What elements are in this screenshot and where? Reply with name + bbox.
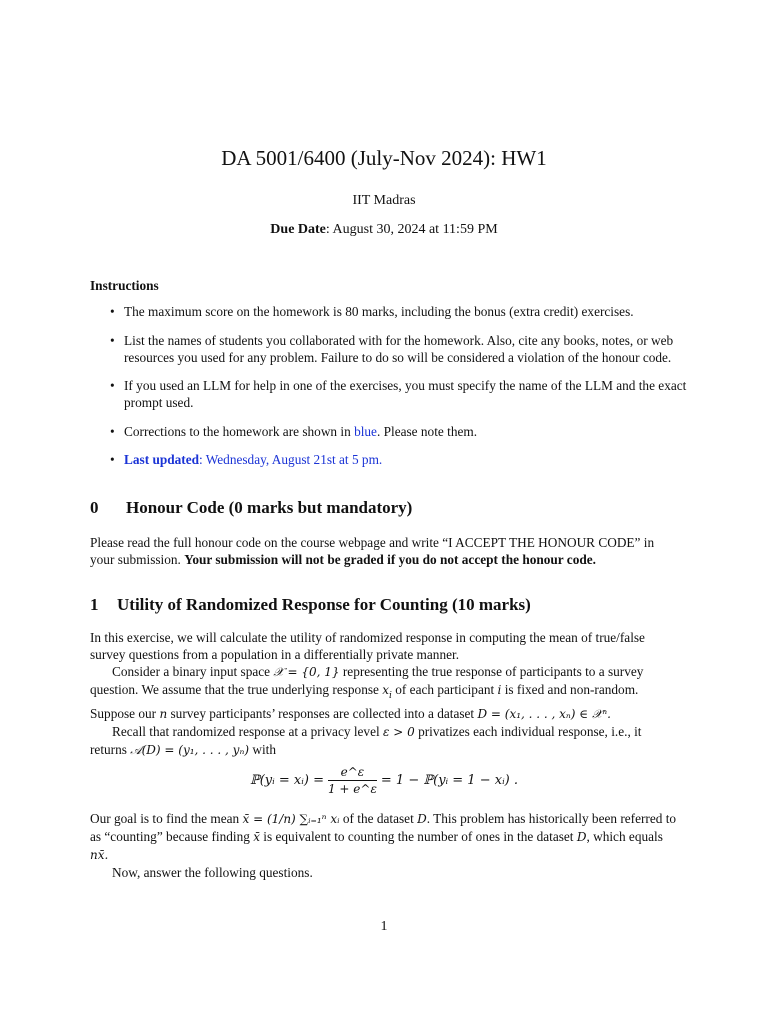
paragraph: Recall that randomized response at a privacy level ε > 0 privatizes each individual response, i.e., it returns 𝒜(D) = (y₁, . . . , yₙ) with <box>90 723 642 757</box>
section-1-body <box>90 629 680 759</box>
list-item <box>90 451 690 468</box>
bullet-icon: • <box>110 304 115 319</box>
page-number: 1 <box>380 919 388 934</box>
fraction: $\frac{e\^{}\varepsilon}{1 + e\^{}\varepsilon}$ <box>327 765 377 796</box>
list-item: • If you used an LLM for help in one of the exercises, you must specify the name of the LLM and the exact prompt used. <box>110 378 687 410</box>
bullet-icon: • <box>110 332 115 348</box>
list-item: • Corrections to the homework are shown in blue. Please note them. <box>110 423 478 439</box>
paragraph: Our goal is to find the mean x̄ = (1/n) ∑ᵢ₌₁ⁿ xᵢ of the dataset D. This problem has historically been referred to as “counting” because finding x̄ is equivalent to counting the number of ones in the dataset D, which equals nx̄. <box>90 811 677 862</box>
list-item: • The maximum score on the homework is 80 marks, including the bonus (extra credit) exercises. <box>110 304 634 319</box>
section-0-text: Please read the full honour code on the course webpage and write “I ACCEPT THE HONOUR CODE” in your submission. Your submission will not be graded if you do not accept the honour code. <box>90 535 655 567</box>
last-updated-value: : Wednesday, August 21st at 5 pm. <box>199 452 383 467</box>
instructions-list <box>90 303 690 480</box>
instructions-heading: Instructions <box>90 278 159 293</box>
page-title: DA 5001/6400 (July-Nov 2024): HW1 <box>221 146 547 170</box>
paragraph: In this exercise, we will calculate the utility of randomized response in computing the mean of true/false survey questions from a population in a differentially private manner. <box>90 630 645 662</box>
section-1-body-cont <box>90 810 680 881</box>
due-date <box>0 221 768 238</box>
section-0-heading: 0 Honour Code (0 marks but mandatory) <box>90 498 413 517</box>
list-item: • List the names of students you collaborated with for the homework. Also, cite any books, notes, or web resources you used for any problem. Failure to do so will be considered a violation of the honour code. <box>110 332 674 365</box>
due-date-label: Due Date <box>270 222 326 237</box>
institution: IIT Madras <box>352 193 416 208</box>
paragraph: Consider a binary input space 𝒳 = {0, 1} representing the true response of participants to a survey question. We assume that the true underlying response $x_i$ of each participant i is fixed and non-random. Suppose our n survey participants’ responses are collected into a dataset D = (x₁, . . . , xₙ) ∈ 𝒳ⁿ. <box>90 664 644 721</box>
due-date-value: : August 30, 2024 at 11:59 PM <box>325 222 498 237</box>
last-updated-label: Last updated <box>124 452 200 467</box>
bullet-icon: • <box>110 452 115 467</box>
bullet-icon: • <box>110 423 115 439</box>
equation: ℙ(yᵢ = xᵢ) = $\frac{e\^{}\varepsilon}{1 + e\^{}\varepsilon}$ = 1 − ℙ(yᵢ = 1 − xᵢ) . <box>249 765 519 796</box>
paragraph: Now, answer the following questions. <box>112 865 313 880</box>
bullet-icon: • <box>110 378 115 393</box>
corrections-blue-word: blue <box>354 423 377 439</box>
section-1-heading: 1 Utility of Randomized Response for Counting (10 marks) <box>90 595 531 614</box>
